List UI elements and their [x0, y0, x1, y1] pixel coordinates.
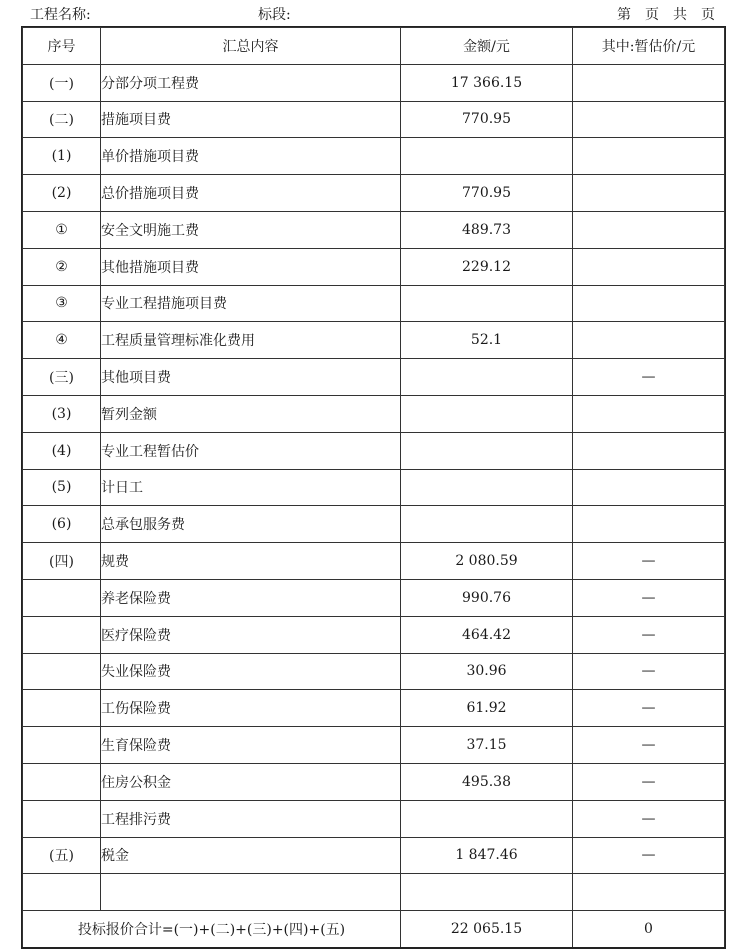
table-row: [23, 469, 725, 506]
row-provisional: —: [573, 727, 725, 764]
row-amount: 17 366.15: [401, 64, 573, 101]
row-amount: 770.95: [401, 101, 573, 138]
page-token-gong: 共: [673, 7, 687, 23]
row-content: 措施项目费: [101, 101, 401, 138]
table-row: [23, 506, 725, 543]
row-number: [23, 874, 101, 911]
page-token-di: 第: [617, 7, 631, 23]
row-number: (五): [23, 837, 101, 874]
col-header-no: 序号: [23, 28, 101, 65]
row-provisional: [573, 285, 725, 322]
row-amount: 464.42: [401, 616, 573, 653]
row-content: 计日工: [101, 469, 401, 506]
table-row: [23, 727, 725, 764]
section-label: 标段:: [258, 7, 291, 23]
row-content: 单价措施项目费: [101, 138, 401, 175]
page-indicator: [617, 4, 715, 24]
row-number: [23, 616, 101, 653]
row-provisional: [573, 506, 725, 543]
row-provisional: [573, 395, 725, 432]
table-row: [23, 690, 725, 727]
page-token-ye-total: 页: [701, 7, 715, 23]
total-row: [23, 911, 725, 948]
row-content: 税金: [101, 837, 401, 874]
row-amount: 1 847.46: [401, 837, 573, 874]
row-number: ②: [23, 248, 101, 285]
table-row: [23, 837, 725, 874]
row-number: [23, 727, 101, 764]
row-amount: 37.15: [401, 727, 573, 764]
row-content: 专业工程措施项目费: [101, 285, 401, 322]
total-provisional: 0: [573, 911, 725, 948]
row-provisional: [573, 469, 725, 506]
row-amount: 489.73: [401, 211, 573, 248]
row-number: (一): [23, 64, 101, 101]
row-provisional: [573, 432, 725, 469]
row-content: 其他措施项目费: [101, 248, 401, 285]
row-number: (4): [23, 432, 101, 469]
row-content: 专业工程暂估价: [101, 432, 401, 469]
page-token-ye: 页: [645, 7, 659, 23]
row-number: (5): [23, 469, 101, 506]
row-amount: 30.96: [401, 653, 573, 690]
row-content: 暂列金额: [101, 395, 401, 432]
row-provisional: —: [573, 690, 725, 727]
table-row: [23, 211, 725, 248]
row-amount: 495.38: [401, 763, 573, 800]
row-content: 失业保险费: [101, 653, 401, 690]
col-header-amount: 金额/元: [401, 28, 573, 65]
total-label: 投标报价合计=(一)+(二)+(三)+(四)+(五): [23, 911, 401, 948]
table-row: [23, 395, 725, 432]
row-content: 规费: [101, 543, 401, 580]
row-content: 医疗保险费: [101, 616, 401, 653]
row-amount: [401, 874, 573, 911]
table-row: [23, 653, 725, 690]
row-number: ①: [23, 211, 101, 248]
table-row: [23, 322, 725, 359]
row-provisional: [573, 101, 725, 138]
project-name-label: 工程名称:: [30, 7, 91, 23]
row-provisional: [573, 64, 725, 101]
row-number: [23, 653, 101, 690]
row-amount: [401, 469, 573, 506]
table-row: [23, 285, 725, 322]
row-provisional: [573, 138, 725, 175]
row-amount: [401, 432, 573, 469]
row-amount: [401, 285, 573, 322]
row-amount: 52.1: [401, 322, 573, 359]
row-number: (6): [23, 506, 101, 543]
row-provisional: —: [573, 543, 725, 580]
table-row: [23, 101, 725, 138]
row-amount: [401, 138, 573, 175]
row-amount: 2 080.59: [401, 543, 573, 580]
row-content: 工程质量管理标准化费用: [101, 322, 401, 359]
table-row: [23, 64, 725, 101]
row-provisional: —: [573, 837, 725, 874]
table-row: [23, 874, 725, 911]
table-row: [23, 579, 725, 616]
bid-summary-table: [22, 27, 725, 949]
page-header: [0, 0, 729, 26]
row-number: (三): [23, 359, 101, 396]
row-content: [101, 874, 401, 911]
row-number: [23, 579, 101, 616]
row-number: [23, 763, 101, 800]
row-amount: 61.92: [401, 690, 573, 727]
row-amount: [401, 359, 573, 396]
table-row: [23, 359, 725, 396]
table-row: [23, 432, 725, 469]
row-number: (2): [23, 175, 101, 212]
row-amount: 770.95: [401, 175, 573, 212]
row-provisional: [573, 175, 725, 212]
row-number: (二): [23, 101, 101, 138]
table-body: [23, 64, 725, 910]
row-content: 总承包服务费: [101, 506, 401, 543]
row-amount: [401, 800, 573, 837]
row-provisional: —: [573, 579, 725, 616]
table-row: [23, 175, 725, 212]
row-provisional: [573, 248, 725, 285]
row-amount: [401, 395, 573, 432]
row-provisional: [573, 874, 725, 911]
row-provisional: —: [573, 616, 725, 653]
row-provisional: —: [573, 359, 725, 396]
row-content: 总价措施项目费: [101, 175, 401, 212]
row-number: ④: [23, 322, 101, 359]
row-content: 安全文明施工费: [101, 211, 401, 248]
table-row: [23, 616, 725, 653]
table-row: [23, 800, 725, 837]
row-content: 工伤保险费: [101, 690, 401, 727]
table-row: [23, 763, 725, 800]
col-header-content: 汇总内容: [101, 28, 401, 65]
table-header-row: [23, 28, 725, 65]
row-number: (3): [23, 395, 101, 432]
row-content: 住房公积金: [101, 763, 401, 800]
total-amount: 22 065.15: [401, 911, 573, 948]
table-row: [23, 138, 725, 175]
row-number: [23, 690, 101, 727]
table-row: [23, 543, 725, 580]
row-amount: 229.12: [401, 248, 573, 285]
row-provisional: —: [573, 800, 725, 837]
row-content: 分部分项工程费: [101, 64, 401, 101]
row-provisional: —: [573, 763, 725, 800]
row-number: (1): [23, 138, 101, 175]
table-row: [23, 248, 725, 285]
row-content: 其他项目费: [101, 359, 401, 396]
row-number: [23, 800, 101, 837]
row-amount: [401, 506, 573, 543]
row-content: 养老保险费: [101, 579, 401, 616]
row-provisional: —: [573, 653, 725, 690]
col-header-provisional: 其中:暂估价/元: [573, 28, 725, 65]
row-number: ③: [23, 285, 101, 322]
row-amount: 990.76: [401, 579, 573, 616]
row-content: 生育保险费: [101, 727, 401, 764]
row-provisional: [573, 211, 725, 248]
row-provisional: [573, 322, 725, 359]
row-number: (四): [23, 543, 101, 580]
row-content: 工程排污费: [101, 800, 401, 837]
